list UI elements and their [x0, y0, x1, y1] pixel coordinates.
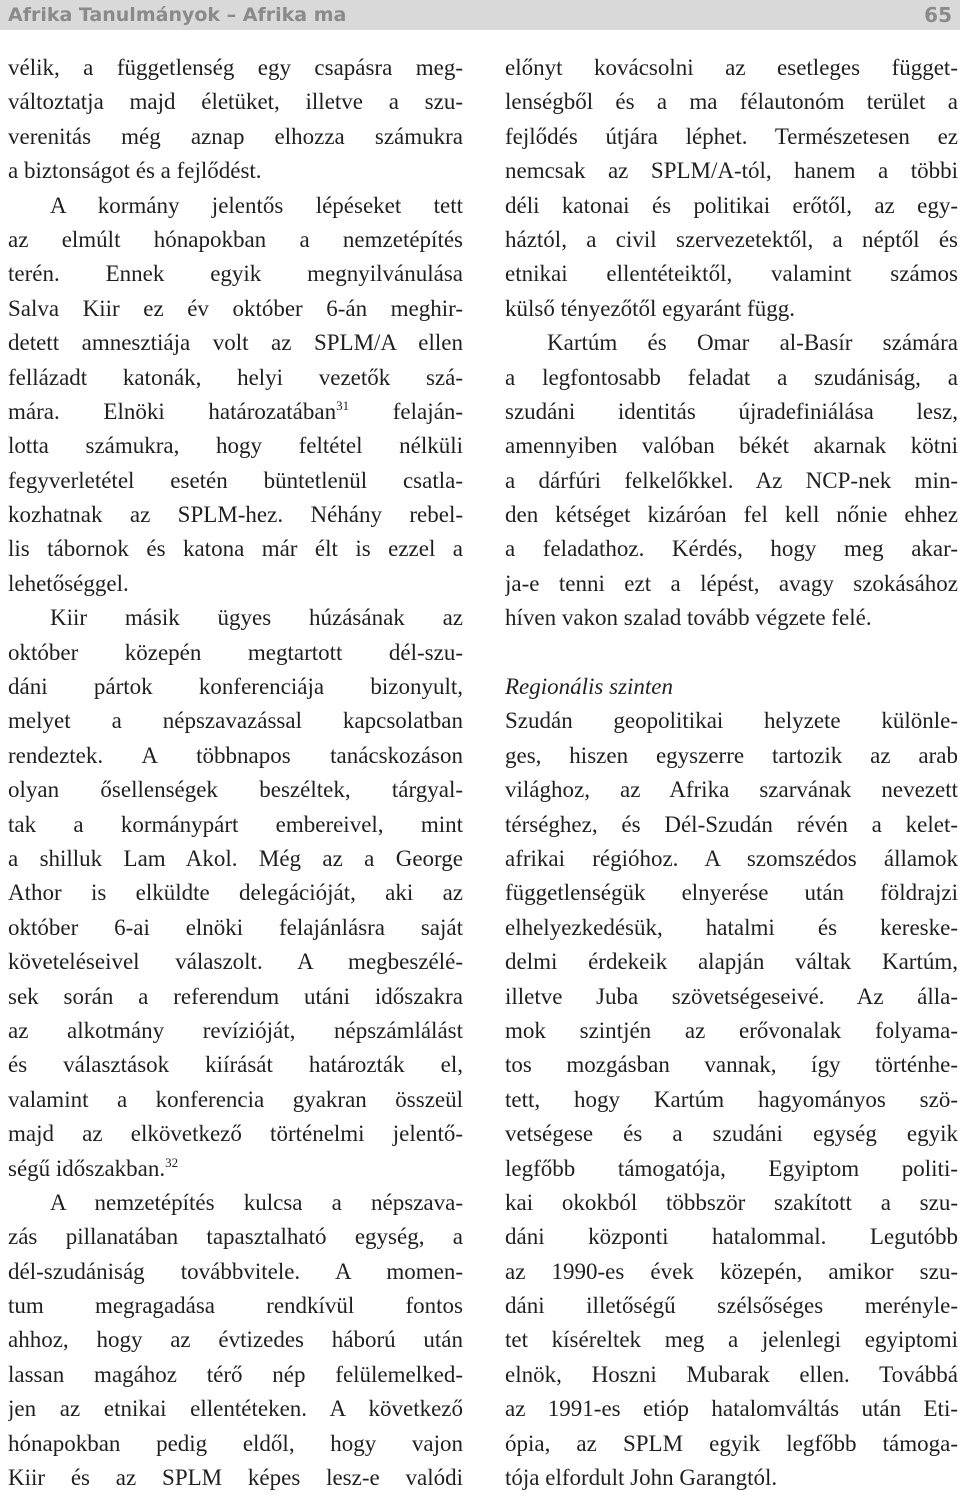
text-line: elhelyezkedésük, hatalmi és kereske- — [505, 914, 958, 940]
text-line: ópia, az SPLM egyik legfőbb támoga- — [505, 1430, 958, 1456]
text-line: afrikai régióhoz. A szomszédos államok — [505, 845, 958, 871]
text-line: tója elfordult John Garangtól. — [505, 1465, 778, 1491]
text-line: hónapokban pedig eldől, hogy vajon — [8, 1430, 463, 1456]
text-line: ja-e tenni ezt a lépést, avagy szokásához — [505, 570, 958, 596]
text-line: változtatja majd életüket, illetve a szu- — [8, 89, 463, 115]
text-line: majd az elkövetkező történelmi jelentő- — [8, 1121, 463, 1147]
text-line: világhoz, az Afrika szarvának nevezett — [505, 777, 958, 803]
text-line: etnikai ellentéteiktől, valamint számos — [505, 261, 958, 287]
text-line: előnyt kovácsolni az esetleges függet- — [505, 55, 958, 80]
text-line: mára. Elnöki határozatában$^{31}$ felaján- — [8, 397, 463, 424]
text-line: vetségese és a szudáni egység egyik — [505, 1121, 958, 1147]
text-line: szudáni identitás újradefiniálása lesz, — [505, 398, 958, 424]
text-line: a legfontosabb feladat a szudániság, a — [505, 364, 958, 390]
text-line: nemcsak az SPLM/A-tól, hanem a többi — [505, 158, 958, 184]
text-line: október 6-ai elnöki felajánlásra saját — [8, 914, 463, 940]
text-line: den kétséget kizáróan fel kell nőnie ehhez — [505, 502, 958, 528]
text-line: lotta számukra, hogy feltétel nélküli — [8, 433, 463, 459]
footnote-ref: 31 — [336, 397, 350, 413]
text-line: sek során a referendum utáni időszakra — [8, 983, 463, 1009]
text-line: amennyiben valóban békét akarnak kötni — [505, 433, 958, 459]
text-line: függetlenségük elnyerése után földrajzi — [505, 880, 958, 906]
text-line: kozhatnak az SPLM-hez. Néhány rebel- — [8, 502, 463, 528]
text-line: verenitás még aznap elhozza számukra — [8, 123, 463, 149]
footnote-ref: 32 — [165, 1154, 179, 1170]
text-line: terén. Ennek egyik megnyilvánulása — [8, 261, 463, 287]
text-line: az alkotmány revízióját, népszámlálást — [8, 1017, 463, 1043]
text-line: legfőbb támogatója, Egyiptom politi- — [505, 1155, 958, 1181]
text-line: valamint a konferencia gyakran összeül — [8, 1086, 463, 1112]
text-line: híven vakon szalad tovább végzete felé. — [505, 605, 872, 631]
text-line: a shilluk Lam Akol. Még az a George — [8, 845, 463, 871]
text-line: jen az etnikai ellentéteken. A következő — [8, 1396, 463, 1422]
text-line: melyet a népszavazással kapcsolatban — [8, 708, 463, 734]
text-line: A kormány jelentős lépéseket tett — [50, 192, 463, 218]
text-line: a feladathoz. Kérdés, hogy meg akar- — [505, 536, 958, 562]
text-line: Athor is elküldte delegációját, aki az — [8, 880, 463, 906]
running-header — [0, 0, 960, 30]
text-line: követeléseivel válaszolt. A megbeszélé- — [8, 949, 463, 975]
page-number: 65 — [924, 3, 952, 27]
text-line: Kiir másik ügyes húzásának az — [50, 605, 463, 631]
text-line: tos mozgásban vannak, így történhe- — [505, 1052, 958, 1078]
text-line: Salva Kiir ez év október 6-án meghir- — [8, 295, 463, 321]
text-line: tet kíséreltek meg a jelenlegi egyiptomi — [505, 1327, 958, 1353]
text-line — [505, 636, 958, 670]
text-line: ségű időszakban.$^{32}$ — [8, 1154, 179, 1181]
text-line: fellázadt katonák, helyi vezetők szá- — [8, 364, 463, 390]
text-line: térséghez, és Dél-Szudán révén a kelet- — [505, 811, 958, 837]
text-line: tum megragadása rendkívül fontos — [8, 1293, 463, 1319]
text-line: lis tábornok és katona már élt is ezzel a — [8, 536, 463, 562]
text-line: az elmúlt hónapokban a nemzetépítés — [8, 226, 463, 252]
text-line: és választások kiírását határozták el, — [8, 1052, 463, 1078]
text-line: mok szintjén az erővonalak folyama- — [505, 1017, 958, 1043]
text-line: október közepén megtartott dél-szu- — [8, 639, 463, 665]
text-line: külső tényezőtől egyaránt függ. — [505, 295, 795, 321]
text-line: déli katonai és politikai erőtől, az egy- — [505, 192, 958, 218]
text-line: háztól, a civil szervezetektől, a néptől és — [505, 226, 958, 252]
text-line: dáni illetőségű szélsőséges merényle- — [505, 1293, 958, 1319]
text-line: dáni pártok konferenciája bizonyult, — [8, 674, 463, 700]
text-line: a biztonságot és a fejlődést. — [8, 158, 262, 184]
text-line: illetve Juba szövetségeseivé. Az álla- — [505, 983, 958, 1009]
text-line: lehetőséggel. — [8, 570, 129, 596]
text-line: kai okokból többször szakított a szu- — [505, 1189, 958, 1215]
text-line: dáni központi hatalommal. Legutóbb — [505, 1224, 958, 1250]
text-line: tak a kormánypárt embereivel, mint — [8, 811, 463, 837]
text-line: A nemzetépítés kulcsa a népszava- — [50, 1189, 463, 1215]
text-line: lassan magához térő nép felülemelked- — [8, 1361, 463, 1387]
text-line: dél-szudániság továbbvitele. A momen- — [8, 1258, 463, 1284]
text-line: rendeztek. A többnapos tanácskozáson — [8, 742, 463, 768]
text-line: elnök, Hoszni Mubarak ellen. Továbbá — [505, 1361, 958, 1387]
text-line: Szudán geopolitikai helyzete különle- — [505, 708, 958, 734]
text-line: vélik, a függetlenség egy csapásra meg- — [8, 55, 463, 80]
text-line: a dárfúri felkelőkkel. Az NCP-nek min- — [505, 467, 958, 493]
text-line: fegyverletétel esetén büntetlenül csatla- — [8, 467, 463, 493]
text-line: olyan ősellenségek beszéltek, tárgyal- — [8, 777, 463, 803]
text-line: ges, hiszen egyszerre tartozik az arab — [505, 742, 958, 768]
left-column — [8, 51, 463, 1495]
right-column — [505, 51, 958, 1495]
text-line: az 1991-es etióp hatalomváltás után Eti- — [505, 1396, 958, 1422]
text-line: Kiir és az SPLM képes lesz-e valódi — [8, 1465, 463, 1491]
section-heading: Regionális szinten — [505, 674, 674, 700]
text-line: fejlődés útjára léphet. Természetesen ez — [505, 123, 958, 149]
text-line: tett, hogy Kartúm hagyományos szö- — [505, 1086, 958, 1112]
text-line: lenségből és a ma félautonóm terület a — [505, 89, 958, 115]
text-line: Kartúm és Omar al-Basír számára — [547, 330, 958, 356]
journal-title: Afrika Tanulmányok – Afrika ma — [8, 4, 347, 26]
text-line: az 1990-es évek közepén, amikor szu- — [505, 1258, 958, 1284]
text-line: zás pillanatában tapasztalható egység, a — [8, 1224, 463, 1250]
text-line: detett amnesztiája volt az SPLM/A ellen — [8, 330, 463, 356]
text-line: ahhoz, hogy az évtizedes háború után — [8, 1327, 463, 1353]
text-line: delmi érdekeik alapján váltak Kartúm, — [505, 949, 958, 975]
